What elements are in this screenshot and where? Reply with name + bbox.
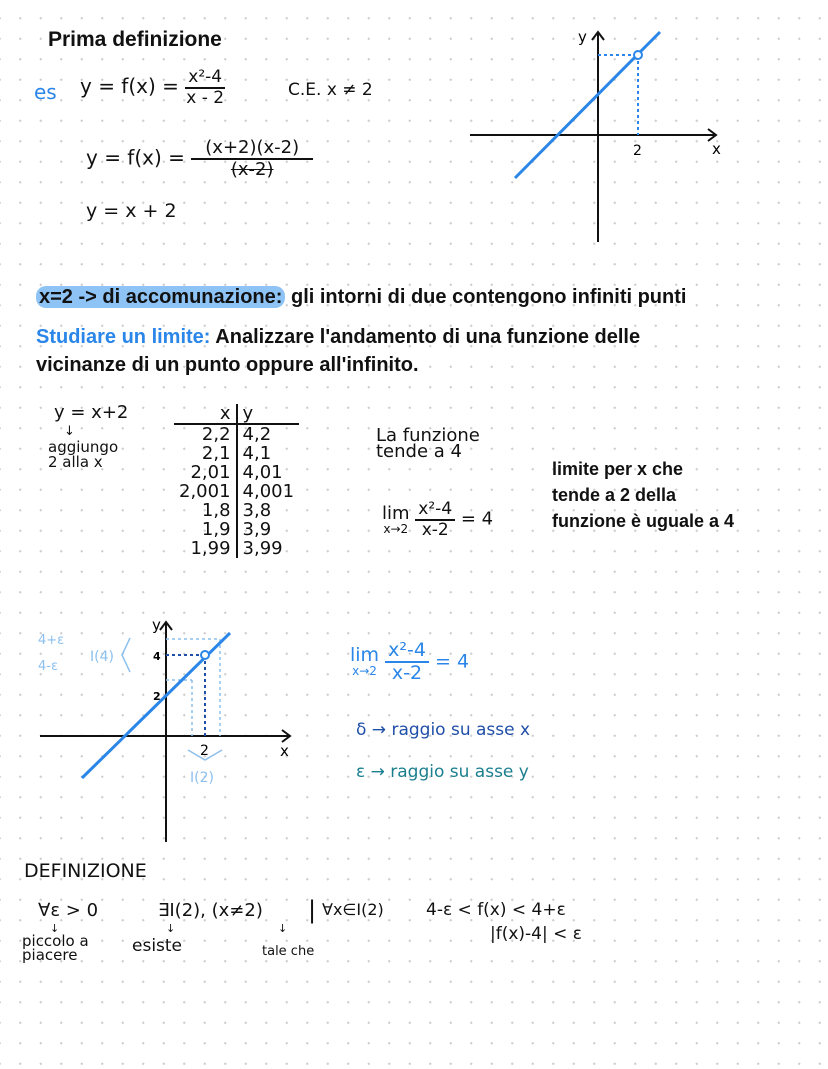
note-forall-line1: piccolo a (22, 932, 89, 950)
equation-3: y = x + 2 (86, 200, 177, 222)
lim-result: = 4 (434, 650, 470, 673)
graph-1 (460, 20, 740, 250)
limit-definition-line2: vicinanze di un punto oppure all'infinito. (36, 354, 419, 376)
limit-expression-2 (350, 640, 469, 684)
inequality-2: |f(x)-4| < ε (490, 924, 582, 944)
explain-line2: tende a 2 della (552, 485, 677, 505)
table-header-x: x (174, 404, 237, 424)
epsilon-line: ε → raggio su asse y (356, 762, 529, 782)
x-axis-label: x (712, 140, 721, 158)
lim-label: lim (382, 502, 410, 524)
hole-point (634, 51, 642, 59)
y-axis-label: y (578, 28, 587, 46)
arrow-icon: ↓ (64, 424, 75, 439)
y-tick-2: 2 (153, 690, 161, 703)
tends-note (376, 425, 480, 462)
cell-y: 4,001 (242, 481, 295, 502)
table-header-y: y (237, 404, 300, 424)
accumulation-text: gli intorni di due contengono infiniti punti (285, 286, 687, 308)
table-row (174, 463, 299, 482)
equation-1 (80, 68, 225, 107)
arrow-icon: ↓ (166, 922, 176, 935)
lim-subscript: x→2 (383, 521, 409, 536)
note-line2: 2 alla x (48, 453, 103, 471)
cell-x: 1,99 (174, 539, 237, 558)
note-exists: esiste (132, 936, 183, 956)
x-tick-label: 2 (200, 743, 209, 759)
cell-x: 1,9 (174, 520, 237, 539)
arrow-icon: ↓ (50, 922, 60, 935)
limit-definition-text: Analizzare l'andamento di una funzione delle (210, 326, 641, 348)
note-line1: aggiungo (48, 438, 119, 456)
table-row (174, 482, 299, 501)
y-axis-label: y (152, 616, 161, 634)
lim-numerator: x²-4 (415, 500, 455, 521)
interval-y-label: I(4) (90, 649, 114, 665)
lim-result: = 4 (460, 508, 494, 530)
lim-numerator: x²-4 (385, 640, 429, 663)
eq2-lhs: y = f(x) = (86, 145, 185, 170)
tends-line1: La funzione (376, 425, 480, 446)
lim-subscript: x→2 (352, 664, 377, 679)
note-forall (22, 934, 89, 962)
cell-y: 4,2 (242, 424, 272, 445)
definition-title: DEFINIZIONE (24, 860, 147, 882)
example-note (48, 440, 118, 470)
explain-line1: limite per x che (552, 459, 684, 479)
cell-x: 2,001 (174, 482, 237, 501)
table-row (174, 539, 299, 558)
cell-x: 1,8 (174, 501, 237, 520)
eq1-denominator: x - 2 (186, 87, 225, 108)
inequality-1: 4-ε < f(x) < 4+ε (426, 900, 566, 920)
hole-point (201, 651, 209, 659)
equation-2 (86, 138, 313, 180)
tends-line2: tende a 4 (376, 441, 462, 462)
x-axis-label: x (280, 742, 289, 760)
explain-line3: funzione è uguale a 4 (552, 511, 735, 531)
note-forall-line2: piacere (22, 946, 78, 964)
such-that-bar: | (308, 896, 317, 924)
limit-explanation (552, 456, 734, 534)
forall-epsilon: ∀ε > 0 (38, 900, 99, 921)
interval-x-label: I(2) (190, 770, 214, 786)
values-table (174, 404, 299, 558)
upper-bound-label: 4+ε (38, 633, 65, 648)
delta-line: δ → raggio su asse x (356, 720, 531, 740)
accumulation-highlight: x=2 -> di accomunazione: (36, 286, 285, 308)
limit-definition-line1 (36, 326, 640, 349)
exists-interval: ∃I(2), (x≠2) (158, 900, 263, 921)
lower-bound-label: 4-ε (38, 659, 58, 674)
y-tick-4: 4 (153, 650, 161, 663)
eq2-numerator: (x+2)(x-2) (191, 138, 313, 160)
cell-y: 3,8 (242, 500, 272, 521)
cell-y: 4,01 (242, 462, 283, 483)
limit-expression (382, 500, 493, 539)
table-row (174, 520, 299, 539)
arrow-icon: ↓ (278, 922, 288, 935)
bracket-y-icon (122, 638, 130, 672)
table-row (174, 444, 299, 463)
section-title: Prima definizione (48, 28, 222, 51)
cell-x: 2,2 (174, 424, 237, 444)
cell-y: 4,1 (242, 443, 272, 464)
example-function: y = x+2 (54, 402, 129, 423)
eq1-lhs: y = f(x) = (80, 74, 179, 99)
lim-denominator: x-2 (391, 661, 423, 684)
accumulation-line (36, 286, 686, 309)
cell-x: 2,1 (174, 444, 237, 463)
lim-denominator: x-2 (421, 519, 449, 540)
eq1-numerator: x²-4 (185, 68, 225, 89)
table-row (174, 424, 299, 444)
cell-y: 3,9 (242, 519, 272, 540)
limit-definition-label: Studiare un limite: (36, 326, 211, 348)
graph-2 (30, 610, 310, 845)
cell-x: 2,01 (174, 463, 237, 482)
note-such-that: tale che (262, 944, 315, 959)
eq2-denominator: (x-2) (230, 158, 274, 180)
es-label: es (34, 80, 57, 104)
table-row (174, 501, 299, 520)
x-tick-label: 2 (633, 143, 642, 159)
cell-y: 3,99 (242, 538, 283, 559)
lim-label: lim (350, 644, 380, 667)
domain-condition: C.E. x ≠ 2 (288, 80, 373, 100)
forall-x: ∀x∈I(2) (322, 900, 384, 919)
